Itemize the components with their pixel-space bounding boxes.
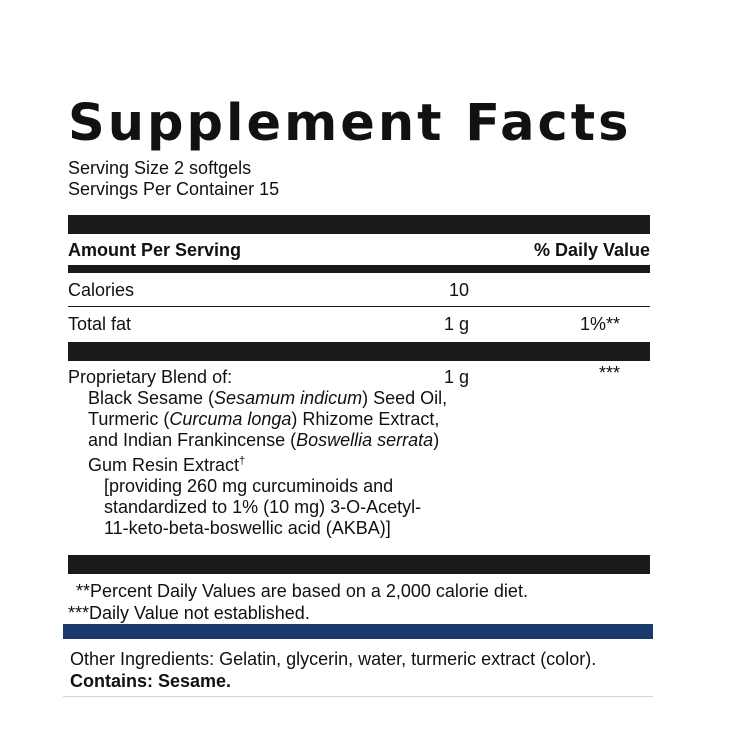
amount-per-serving-label: Amount Per Serving	[68, 240, 242, 260]
providing-line: [providing 260 mg curcuminoids and	[104, 476, 394, 496]
proprietary-blend	[68, 361, 650, 555]
footnote-dv-not-established: ***Daily Value not established.	[68, 603, 310, 623]
blend-ingredient: Black Sesame (Sesamum indicum) Seed Oil,	[88, 388, 448, 408]
column-header-row	[68, 234, 650, 265]
thick-divider	[68, 555, 650, 574]
blend-ingredient: and Indian Frankincense (Boswellia serrata)	[88, 430, 440, 450]
blend-ingredient: Turmeric (Curcuma longa) Rhizome Extract,	[88, 409, 440, 429]
footnote-percent-dv: **Percent Daily Values are based on a 2,000 calorie diet.	[76, 581, 528, 601]
blend-dv: ***	[598, 363, 620, 383]
blend-amount: 1 g	[443, 367, 469, 387]
daily-value-label: % Daily Value	[533, 240, 650, 260]
blend-gum-line: Gum Resin Extract†	[88, 455, 246, 475]
nutrient-label: Calories	[68, 280, 135, 300]
dagger-mark: †	[239, 455, 246, 467]
blend-label: Proprietary Blend of:	[68, 367, 233, 387]
nutrient-amount: 10	[448, 280, 469, 300]
nutrient-dv: 1%**	[579, 314, 620, 334]
bottom-divider	[63, 696, 653, 697]
nutrient-amount: 1 g	[443, 314, 469, 334]
allergen-statement: Contains: Sesame.	[70, 671, 232, 691]
other-ingredients-section	[70, 648, 652, 692]
thick-divider	[68, 342, 650, 361]
thick-divider	[68, 215, 650, 234]
providing-line: standardized to 1% (10 mg) 3-O-Acetyl-	[104, 497, 422, 517]
footnotes	[68, 574, 650, 624]
other-ingredients-text: Other Ingredients: Gelatin, glycerin, water, turmeric extract (color).	[70, 649, 597, 669]
supplement-facts-panel	[68, 96, 650, 624]
nutrient-row-total-fat	[68, 307, 650, 340]
nutrient-row-calories	[68, 273, 650, 306]
servings-per-container: Servings Per Container 15	[68, 179, 280, 199]
serving-size: Serving Size 2 softgels	[68, 158, 252, 178]
medium-divider	[68, 265, 650, 273]
accent-bar	[63, 624, 653, 639]
panel-title: Supplement Facts	[68, 94, 632, 153]
providing-line: 11-keto-beta-boswellic acid (AKBA)]	[104, 518, 391, 538]
nutrient-label: Total fat	[68, 314, 132, 334]
